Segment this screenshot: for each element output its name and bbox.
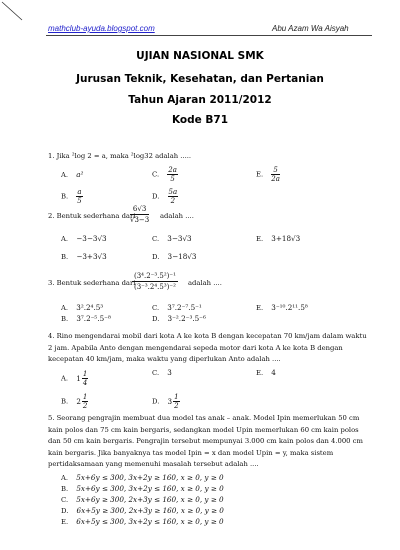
option-label: E. (61, 518, 69, 526)
header-blog-link[interactable]: mathclub-ayuda.blogspot.com (48, 24, 155, 33)
q2-a-value: −3−3√3 (76, 234, 107, 243)
q3-b-value: 3⁷.2⁻⁵.5⁻⁸ (76, 314, 111, 323)
denominator: 2 (174, 402, 179, 410)
q5-option-b[interactable] (61, 484, 224, 493)
q3-option-c[interactable] (152, 303, 202, 312)
q3-stem-end: adalah .... (188, 279, 222, 287)
option-label: E. (256, 235, 264, 243)
q2-stem-end: adalah .... (160, 212, 194, 220)
q1-option-b[interactable] (61, 188, 84, 205)
denominator: (3⁻³.2⁴.5³)⁻² (134, 283, 176, 291)
q4-option-d[interactable] (152, 393, 181, 410)
q5-e-value: 6x+5y ≤ 300, 3x+2y ≤ 160, x ≥ 0, y ≥ 0 (76, 517, 224, 526)
option-label: E. (256, 170, 264, 179)
q1-c-fraction (167, 166, 178, 183)
q5-d-value: 6x+5y ≥ 300, 2x+3y ≥ 160, x ≥ 0, y ≥ 0 (76, 506, 224, 515)
numerator: 5a (168, 188, 178, 196)
q5-option-d[interactable] (61, 506, 224, 515)
q3-e-value: 3⁻¹⁰.2¹¹.5⁸ (271, 303, 308, 312)
whole-number: 3 (167, 397, 173, 406)
q1-e-fraction (271, 166, 280, 183)
q4-c-value: 3 (167, 368, 172, 377)
option-label: B. (61, 315, 69, 323)
q2-option-a[interactable] (61, 234, 107, 243)
q4-b-fraction (82, 393, 88, 410)
denominator: 2 (82, 402, 88, 410)
whole-number: 2 (76, 397, 81, 406)
q4-stem: 4. Rino mengendarai mobil dari kota A ke kota B dengan kecepatan 70 km/jam dalam waktu 2 jam. Apabila Anto dengan mengendarai sepeda motor dari kota A ke kota B dengan kecepatan 40 km/jam, maka waktu yang diperlukan Anto adalah .... (48, 332, 367, 363)
option-label: B. (61, 192, 69, 201)
q3-d-value: 3⁻².2⁻³.5⁻⁶ (167, 314, 206, 323)
q1-option-c[interactable] (152, 166, 179, 183)
q2-expression (130, 204, 149, 225)
option-label: E. (256, 304, 264, 312)
denominator: 2 (170, 197, 176, 205)
option-label: B. (61, 253, 69, 261)
denominator: 5 (77, 197, 82, 205)
q1-b-fraction (76, 188, 82, 205)
q5-stem: 5. Seorang pengrajin membuat dua model tas anak – anak. Model Ipin memerlukan 50 cm kain polos dan 75 cm kain bergaris, sedangkan model Upin memerlukan 60 cm kain polos dan 50 cm kain bergaris. Pengrajin tersebut mempunyai 3.000 cm kain polos dan 4.000 cm kain bergaris. Jika banyaknya tas model Ipin = x dan model Upin = y, maka sistem pertidaksamaan yang memenuhi masalah tersebut adalah .... (48, 414, 363, 468)
option-label: D. (152, 192, 160, 201)
option-label: D. (152, 315, 160, 323)
q3-c-value: 3⁷.2⁻⁷.5⁻¹ (167, 303, 202, 312)
q4-option-e[interactable] (256, 368, 276, 377)
denominator: 4 (82, 379, 88, 387)
q1-option-d[interactable] (152, 188, 179, 205)
q3-a-value: 3².2⁴.5³ (76, 303, 104, 312)
option-label: C. (152, 369, 160, 377)
q3-option-b[interactable] (61, 314, 111, 323)
exam-subtitle: Jurusan Teknik, Kesehatan, dan Pertanian (76, 73, 324, 85)
q2-option-d[interactable] (152, 252, 196, 261)
q2-stem: 2. Bentuk sederhana dari (48, 212, 136, 220)
option-label: B. (61, 397, 69, 406)
q2-e-value: 3+18√3 (271, 234, 301, 243)
numerator: 1 (174, 393, 179, 401)
header-divider (46, 35, 372, 36)
denominator: √3−3 (130, 216, 150, 224)
option-label: A. (61, 374, 69, 383)
denominator: 2a (271, 175, 280, 183)
q1-d-fraction (168, 188, 179, 205)
denominator: 5 (170, 175, 175, 183)
q4-a-fraction (82, 370, 88, 387)
q5-b-value: 5x+6y ≤ 300, 3x+2y ≤ 160, x ≥ 0, y ≥ 0 (76, 484, 224, 493)
q4-option-a[interactable] (61, 370, 89, 387)
option-label: D. (61, 507, 69, 515)
q5-a-value: 5x+6y ≤ 300, 3x+2y ≥ 160, x ≥ 0, y ≥ 0 (76, 473, 224, 482)
option-label: C. (152, 304, 160, 312)
option-label: D. (152, 397, 160, 406)
exam-code: Kode B71 (171, 114, 229, 126)
q4-option-b[interactable] (61, 393, 89, 410)
exam-title: UJIAN NASIONAL SMK (136, 50, 264, 62)
numerator: 1 (82, 393, 88, 401)
q4-option-c[interactable] (152, 368, 172, 377)
q2-d-value: 3−18√3 (167, 252, 197, 261)
q3-stem: 3. Bentuk sederhana dari (48, 279, 136, 287)
q2-c-value: 3−3√3 (167, 234, 192, 243)
option-label: D. (152, 253, 160, 261)
q5-option-e[interactable] (61, 517, 224, 526)
option-label: C. (152, 235, 160, 243)
option-label: B. (61, 485, 69, 493)
q1-option-e[interactable] (256, 166, 281, 183)
numerator: 2a (168, 166, 177, 174)
option-label: C. (61, 496, 69, 504)
q1-option-a[interactable] (61, 170, 83, 179)
q3-option-d[interactable] (152, 314, 206, 323)
numerator: 5 (271, 166, 280, 175)
numerator: a (77, 188, 82, 196)
q2-option-c[interactable] (152, 234, 192, 243)
option-label: A. (61, 171, 69, 179)
q3-option-e[interactable] (256, 303, 308, 312)
whole-number: 1 (76, 374, 81, 383)
q2-option-e[interactable] (256, 234, 300, 243)
option-label: C. (152, 170, 160, 179)
q1-stem: 1. Jika ²log 2 = a, maka ²log32 adalah ..... (48, 152, 192, 160)
option-label: E. (256, 369, 264, 377)
option-label: A. (61, 304, 69, 312)
q5-option-c[interactable] (61, 495, 224, 504)
q5-option-a[interactable] (61, 473, 224, 482)
q3-expression (132, 271, 178, 292)
q4-d-fraction (173, 393, 179, 410)
q3-option-a[interactable] (61, 303, 103, 312)
option-label: A. (61, 235, 69, 243)
corner-fold-mark (0, 0, 30, 30)
option-label: A. (61, 474, 69, 482)
q5-c-value: 5x+6y ≥ 300, 2x+3y ≤ 160, x ≥ 0, y ≥ 0 (76, 495, 224, 504)
header-author: Abu Azam Wa Aisyah (272, 24, 349, 33)
q1-a-value: a² (76, 170, 84, 179)
numerator: 6√3 (130, 204, 149, 215)
q2-option-b[interactable] (61, 252, 107, 261)
numerator: 1 (82, 370, 88, 378)
exam-year: Tahun Ajaran 2011/2012 (128, 94, 272, 106)
q2-b-value: −3+3√3 (76, 252, 107, 261)
numerator: (3⁴.2⁻³.5²)⁻¹ (134, 272, 176, 280)
q4-e-value: 4 (271, 368, 276, 377)
